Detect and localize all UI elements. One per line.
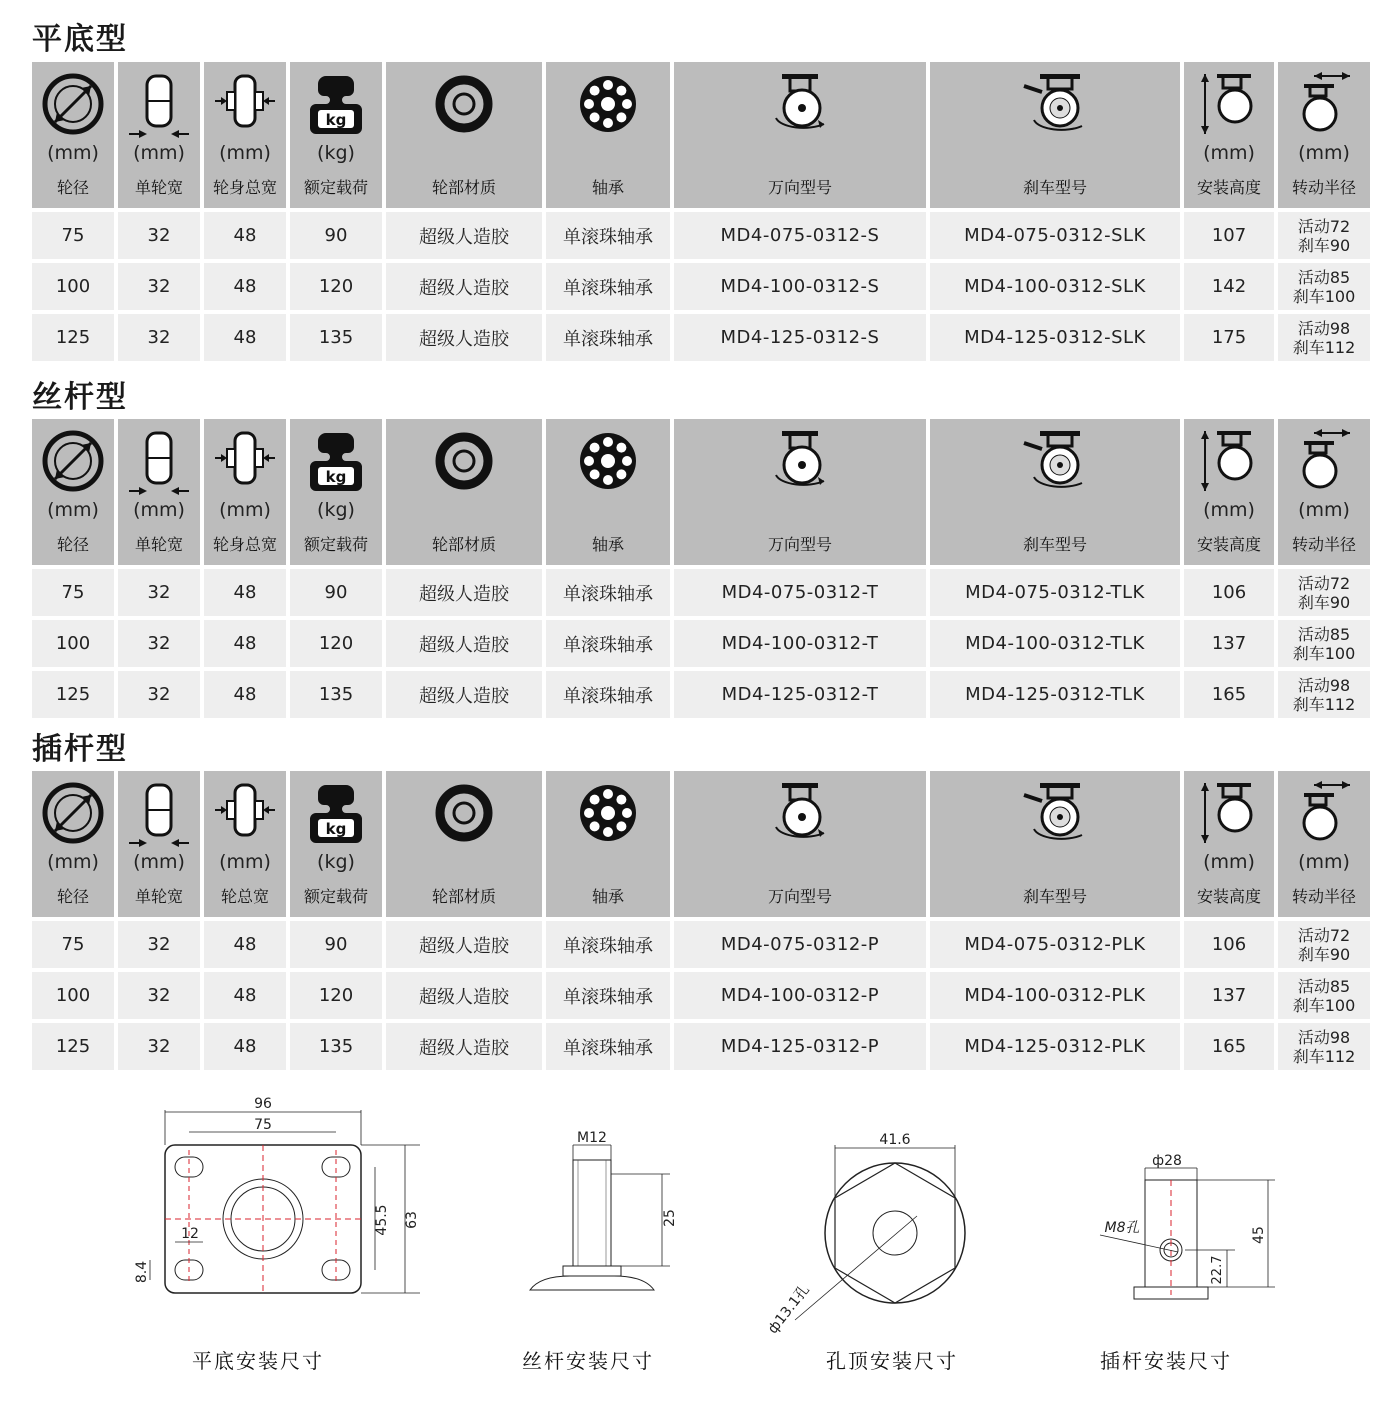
diameter-icon [41,781,105,849]
table-cell: MD4-125-0312-TLK [930,671,1180,718]
cell-line: 刹车90 [1297,235,1351,255]
table-cell: 超级人造胶 [386,212,542,259]
dim-41-6: 41.6 [879,1132,911,1148]
cell-line: 刹车90 [1297,944,1351,964]
dim-45: 45 [1251,1226,1267,1244]
flat-mount-diagram [120,1090,440,1320]
table-cell: 137 [1184,972,1274,1019]
kg-text: kg [325,468,347,486]
dim-hole-13-1: ф13.1孔 [764,1282,813,1337]
table-cell: 单滚珠轴承 [546,212,670,259]
table-cell: MD4-075-0312-TLK [930,569,1180,616]
table-cell: MD4-100-0312-TLK [930,620,1180,667]
header-cell [204,771,286,917]
table-cell: 135 [290,671,382,718]
table-cell: 48 [204,569,286,616]
dim-8-4: 8.4 [134,1260,150,1284]
wheel-material-icon [432,781,496,849]
table-cell: MD4-125-0312-P [674,1023,926,1070]
table-cell: 单滚珠轴承 [546,671,670,718]
table-cell: 32 [118,569,200,616]
header-unit: (mm) [1203,499,1255,521]
table-cell: MD4-125-0312-SLK [930,314,1180,361]
cell-line: 刹车112 [1292,1046,1356,1066]
header-unit: (mm) [1203,851,1255,873]
table-cell: 单滚珠轴承 [546,569,670,616]
header-cell [290,419,382,565]
table-cell: 32 [118,263,200,310]
table-cell: 125 [32,671,114,718]
table-cell [1278,921,1370,968]
swivel-radius-icon [1292,429,1356,497]
table-cell: 32 [118,1023,200,1070]
table-cell: 32 [118,921,200,968]
header-label: 单轮宽 [134,887,183,906]
cell-line: 活动85 [1297,267,1351,287]
table-cell: 135 [290,314,382,361]
header-cell [290,62,382,208]
header-cell [930,62,1180,208]
cell-line: 活动98 [1297,318,1351,338]
table-cell: 单滚珠轴承 [546,1023,670,1070]
header-label: 安装高度 [1196,887,1261,906]
table-cell [1278,671,1370,718]
header-row [32,419,1370,565]
table-cell [1278,972,1370,1019]
table-row [32,212,1370,259]
table-cell: 106 [1184,921,1274,968]
kg-text: kg [325,111,347,129]
table-row [32,1023,1370,1070]
table-cell: MD4-100-0312-SLK [930,263,1180,310]
header-label: 额定载荷 [303,887,368,906]
brake-caster-icon [1020,781,1090,849]
header-unit: (mm) [219,499,271,521]
header-label: 轮径 [56,178,89,197]
header-label: 万向型号 [767,535,832,554]
header-cell [674,419,926,565]
table-cell: 48 [204,921,286,968]
brake-caster-icon [1020,72,1090,140]
table-cell: 100 [32,972,114,1019]
header-unit: (mm) [133,499,185,521]
table-cell: 106 [1184,569,1274,616]
table-cell: 32 [118,620,200,667]
header-unit: (mm) [47,142,99,164]
total-width-icon [213,429,277,503]
table-cell: 100 [32,620,114,667]
table-cell: 90 [290,569,382,616]
single-wheel-width-icon [127,429,191,503]
header-label: 轮部材质 [431,178,496,197]
table-cell: MD4-125-0312-PLK [930,1023,1180,1070]
dim-12: 12 [181,1226,199,1242]
header-cell [204,419,286,565]
cell-line: 活动98 [1297,1027,1351,1047]
wheel-material-icon [432,429,496,497]
header-label: 轴承 [591,178,624,197]
table-cell [1278,569,1370,616]
header-label: 轮部材质 [431,887,496,906]
table-cell [1278,263,1370,310]
total-width-icon [213,72,277,146]
stem-mount-label: 插杆安装尺寸 [1100,1349,1232,1373]
header-unit: (mm) [219,851,271,873]
table-cell: 75 [32,921,114,968]
table-cell: MD4-100-0312-PLK [930,972,1180,1019]
table-cell: 单滚珠轴承 [546,263,670,310]
table-row [32,972,1370,1019]
table-cell: 48 [204,1023,286,1070]
header-cell [1278,62,1370,208]
header-cell [386,62,542,208]
cell-line: 活动85 [1297,976,1351,996]
table-cell: 超级人造胶 [386,1023,542,1070]
header-cell [546,771,670,917]
header-unit: (mm) [1298,142,1350,164]
spec-table [28,415,1374,722]
cell-line: 活动72 [1297,925,1351,945]
table-cell [1278,1023,1370,1070]
header-unit: (mm) [1298,499,1350,521]
header-label: 轮总宽 [220,887,269,906]
header-cell [930,419,1180,565]
load-weight-icon [304,429,368,497]
header-label: 轮径 [56,887,89,906]
header-label: 额定载荷 [303,178,368,197]
table-cell: 175 [1184,314,1274,361]
header-unit: (mm) [1203,142,1255,164]
table-cell [1278,212,1370,259]
header-label: 轴承 [591,887,624,906]
section-title: 平底型 [32,22,128,57]
table-cell: MD4-075-0312-SLK [930,212,1180,259]
table-cell: 120 [290,620,382,667]
cell-line: 活动98 [1297,675,1351,695]
cell-line: 刹车100 [1292,995,1356,1015]
header-cell [32,771,114,917]
table-cell: 超级人造胶 [386,972,542,1019]
hole-mount-label: 孔顶安装尺寸 [826,1349,958,1373]
header-cell [32,62,114,208]
header-cell [546,419,670,565]
table-cell: 165 [1184,1023,1274,1070]
table-cell: 单滚珠轴承 [546,620,670,667]
table-cell: 超级人造胶 [386,263,542,310]
dim-m8: M8孔 [1104,1220,1140,1236]
load-weight-icon [304,72,368,140]
table-cell: 32 [118,212,200,259]
header-label: 转动半径 [1291,887,1356,906]
cell-line: 活动85 [1297,624,1351,644]
header-unit: (mm) [219,142,271,164]
mount-height-icon [1197,72,1261,140]
dim-45-5: 45.5 [374,1204,390,1236]
header-cell [386,771,542,917]
table-cell [1278,314,1370,361]
table-cell: 120 [290,972,382,1019]
table-cell: MD4-125-0312-S [674,314,926,361]
header-cell [118,62,200,208]
table-cell: 48 [204,620,286,667]
header-label: 轮身总宽 [212,535,277,554]
table-cell: 32 [118,671,200,718]
header-unit: (mm) [133,851,185,873]
dim-25: 25 [662,1209,678,1227]
dim-75: 75 [254,1117,272,1133]
kg-text: kg [325,820,347,838]
header-label: 万向型号 [767,887,832,906]
header-label: 额定载荷 [303,535,368,554]
table-row [32,569,1370,616]
load-weight-icon [304,781,368,849]
header-cell [118,771,200,917]
table-cell: 超级人造胶 [386,620,542,667]
table-row [32,314,1370,361]
table-cell: 48 [204,314,286,361]
table-row [32,620,1370,667]
header-cell [1184,771,1274,917]
dim-22-7: 22.7 [1210,1255,1225,1285]
table-cell: 135 [290,1023,382,1070]
header-label: 万向型号 [767,178,832,197]
table-cell: 超级人造胶 [386,569,542,616]
single-wheel-width-icon [127,781,191,855]
header-unit: (kg) [317,142,355,164]
header-label: 安装高度 [1196,535,1261,554]
table-cell: MD4-125-0312-T [674,671,926,718]
header-row [32,62,1370,208]
stem-mount-diagram [1090,1090,1290,1320]
thread-mount-label: 丝杆安装尺寸 [522,1349,654,1373]
cell-line: 刹车112 [1292,694,1356,714]
header-label: 单轮宽 [134,535,183,554]
header-cell [674,62,926,208]
section-title: 丝杆型 [32,380,128,415]
table-row [32,921,1370,968]
header-cell [386,419,542,565]
header-label: 轮部材质 [431,535,496,554]
header-label: 刹车型号 [1022,535,1087,554]
header-label: 轮径 [56,535,89,554]
table-cell: MD4-075-0312-PLK [930,921,1180,968]
header-cell [1184,419,1274,565]
table-cell: 48 [204,972,286,1019]
table-cell: MD4-100-0312-T [674,620,926,667]
flat-mount-label: 平底安装尺寸 [192,1349,324,1373]
table-cell: 单滚珠轴承 [546,921,670,968]
table-cell: 单滚珠轴承 [546,972,670,1019]
table-cell: MD4-100-0312-P [674,972,926,1019]
table-cell: 32 [118,314,200,361]
table-cell: 90 [290,212,382,259]
swivel-caster-icon [768,72,832,140]
table-cell: 48 [204,671,286,718]
dim-63: 63 [404,1211,420,1229]
header-cell [1278,771,1370,917]
brake-caster-icon [1020,429,1090,497]
table-cell: MD4-075-0312-P [674,921,926,968]
bearing-icon [576,72,640,140]
table-cell: 90 [290,921,382,968]
table-cell: 75 [32,212,114,259]
swivel-radius-icon [1292,72,1356,140]
header-cell [1184,62,1274,208]
table-cell: 107 [1184,212,1274,259]
header-label: 刹车型号 [1022,178,1087,197]
header-unit: (mm) [133,142,185,164]
bearing-icon [576,429,640,497]
header-cell [32,419,114,565]
header-unit: (mm) [47,851,99,873]
header-label: 轴承 [591,535,624,554]
hole-mount-diagram [764,1090,1000,1337]
cell-line: 刹车100 [1292,286,1356,306]
table-cell [1278,620,1370,667]
wheel-material-icon [432,72,496,140]
cell-line: 活动72 [1297,573,1351,593]
table-row [32,671,1370,718]
cell-line: 刹车90 [1297,592,1351,612]
header-cell [546,62,670,208]
header-cell [674,771,926,917]
dim-28: ф28 [1152,1153,1182,1169]
table-cell: MD4-075-0312-T [674,569,926,616]
header-cell [290,771,382,917]
header-cell [930,771,1180,917]
section-title: 插杆型 [32,732,128,767]
header-cell [118,419,200,565]
table-cell: 100 [32,263,114,310]
table-cell: 单滚珠轴承 [546,314,670,361]
diameter-icon [41,429,105,497]
single-wheel-width-icon [127,72,191,146]
table-cell: 137 [1184,620,1274,667]
header-row [32,771,1370,917]
swivel-radius-icon [1292,781,1356,849]
header-label: 单轮宽 [134,178,183,197]
thread-mount-diagram [510,1090,690,1320]
diameter-icon [41,72,105,140]
header-label: 轮身总宽 [212,178,277,197]
table-cell: MD4-075-0312-S [674,212,926,259]
table-cell: 超级人造胶 [386,671,542,718]
table-cell: 165 [1184,671,1274,718]
header-unit: (kg) [317,851,355,873]
header-label: 刹车型号 [1022,887,1087,906]
table-cell: 120 [290,263,382,310]
table-cell: 125 [32,1023,114,1070]
header-unit: (mm) [47,499,99,521]
table-cell: 48 [204,263,286,310]
dim-m12: M12 [577,1130,607,1146]
header-label: 转动半径 [1291,178,1356,197]
mount-height-icon [1197,781,1261,849]
table-cell: 48 [204,212,286,259]
table-row [32,263,1370,310]
bearing-icon [576,781,640,849]
cell-line: 刹车100 [1292,643,1356,663]
table-cell: MD4-100-0312-S [674,263,926,310]
header-label: 安装高度 [1196,178,1261,197]
cell-line: 活动72 [1297,216,1351,236]
header-unit: (mm) [1298,851,1350,873]
table-cell: 超级人造胶 [386,314,542,361]
header-label: 转动半径 [1291,535,1356,554]
header-unit: (kg) [317,499,355,521]
total-width-icon [213,781,277,855]
table-cell: 75 [32,569,114,616]
table-cell: 142 [1184,263,1274,310]
header-cell [1278,419,1370,565]
table-cell: 32 [118,972,200,1019]
swivel-caster-icon [768,429,832,497]
mount-height-icon [1197,429,1261,497]
table-cell: 125 [32,314,114,361]
spec-table [28,767,1374,1074]
cell-line: 刹车112 [1292,337,1356,357]
table-cell: 超级人造胶 [386,921,542,968]
spec-table [28,58,1374,365]
header-cell [204,62,286,208]
swivel-caster-icon [768,781,832,849]
dim-96: 96 [254,1096,272,1112]
